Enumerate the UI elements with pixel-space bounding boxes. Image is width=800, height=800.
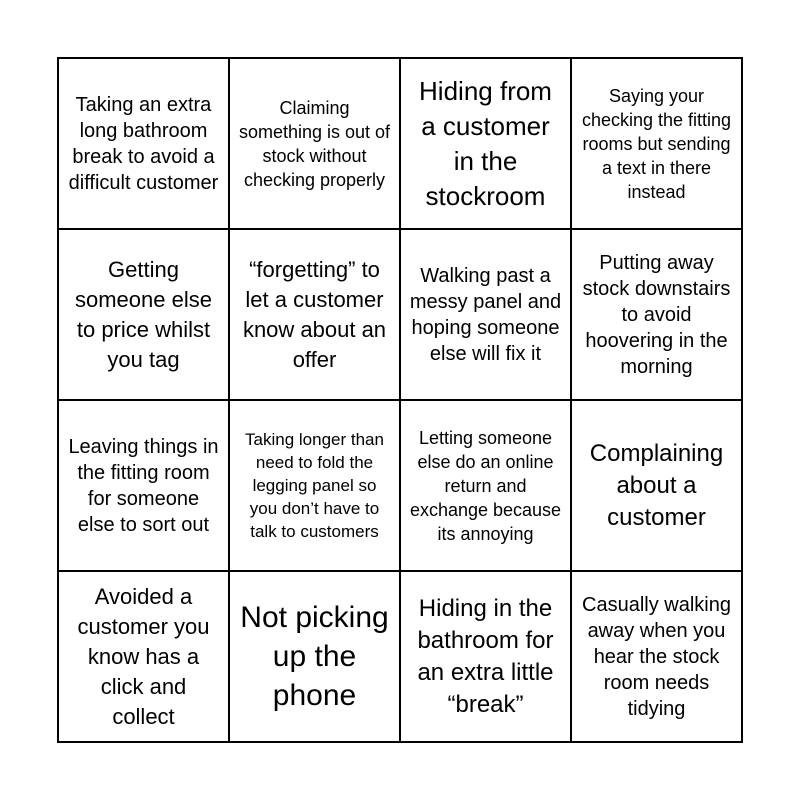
bingo-cell[interactable] (572, 572, 743, 743)
bingo-card (57, 57, 743, 743)
bingo-cell[interactable] (230, 572, 401, 743)
bingo-cell[interactable] (230, 59, 401, 230)
bingo-cell[interactable] (401, 572, 572, 743)
bingo-cell[interactable] (230, 230, 401, 401)
bingo-cell[interactable] (572, 230, 743, 401)
bingo-cell[interactable] (59, 230, 230, 401)
bingo-cell[interactable] (572, 59, 743, 230)
bingo-cell[interactable] (401, 59, 572, 230)
bingo-cell-text: Avoided a customer you know has a click and collect (77, 583, 210, 729)
bingo-cell[interactable] (59, 59, 230, 230)
bingo-cell-text: Leaving things in the fitting room for someone else to sort out (68, 435, 219, 536)
bingo-cell-text: Letting someone else do an online return and exchange because its annoying (409, 427, 562, 544)
bingo-cell[interactable] (401, 401, 572, 572)
bingo-cell-text: Walking past a messy panel and hoping someone else will fix it (409, 264, 562, 365)
bingo-cell-text: Taking an extra long bathroom break to avoid a difficult customer (68, 93, 219, 194)
bingo-cell[interactable] (59, 401, 230, 572)
bingo-cell-text: Not picking up the phone (240, 601, 389, 712)
bingo-cell[interactable] (401, 230, 572, 401)
bingo-cell-text: Getting someone else to price whilst you tag (75, 256, 212, 372)
bingo-cell-text: “forgetting” to let a customer know about an offer (242, 256, 387, 372)
bingo-cell-text: Complaining about a customer (589, 439, 724, 531)
bingo-cell-text: Hiding from a customer in the stockroom (419, 75, 552, 211)
bingo-cell-text: Taking longer than need to fold the legging panel so you don’t have to talk to customers (245, 430, 384, 541)
bingo-cell-text: Claiming something is out of stock without checking properly (238, 97, 391, 190)
bingo-cell[interactable] (230, 401, 401, 572)
bingo-cell[interactable] (572, 401, 743, 572)
bingo-cell-text: Putting away stock downstairs to avoid hoovering in the morning (582, 251, 731, 378)
bingo-cell[interactable] (59, 572, 230, 743)
bingo-cell-text: Saying your checking the fitting rooms but sending a text in there instead (581, 85, 732, 202)
bingo-cell-text: Hiding in the bathroom for an extra little “break” (417, 594, 554, 718)
bingo-cell-text: Casually walking away when you hear the stock room needs tidying (582, 593, 731, 720)
